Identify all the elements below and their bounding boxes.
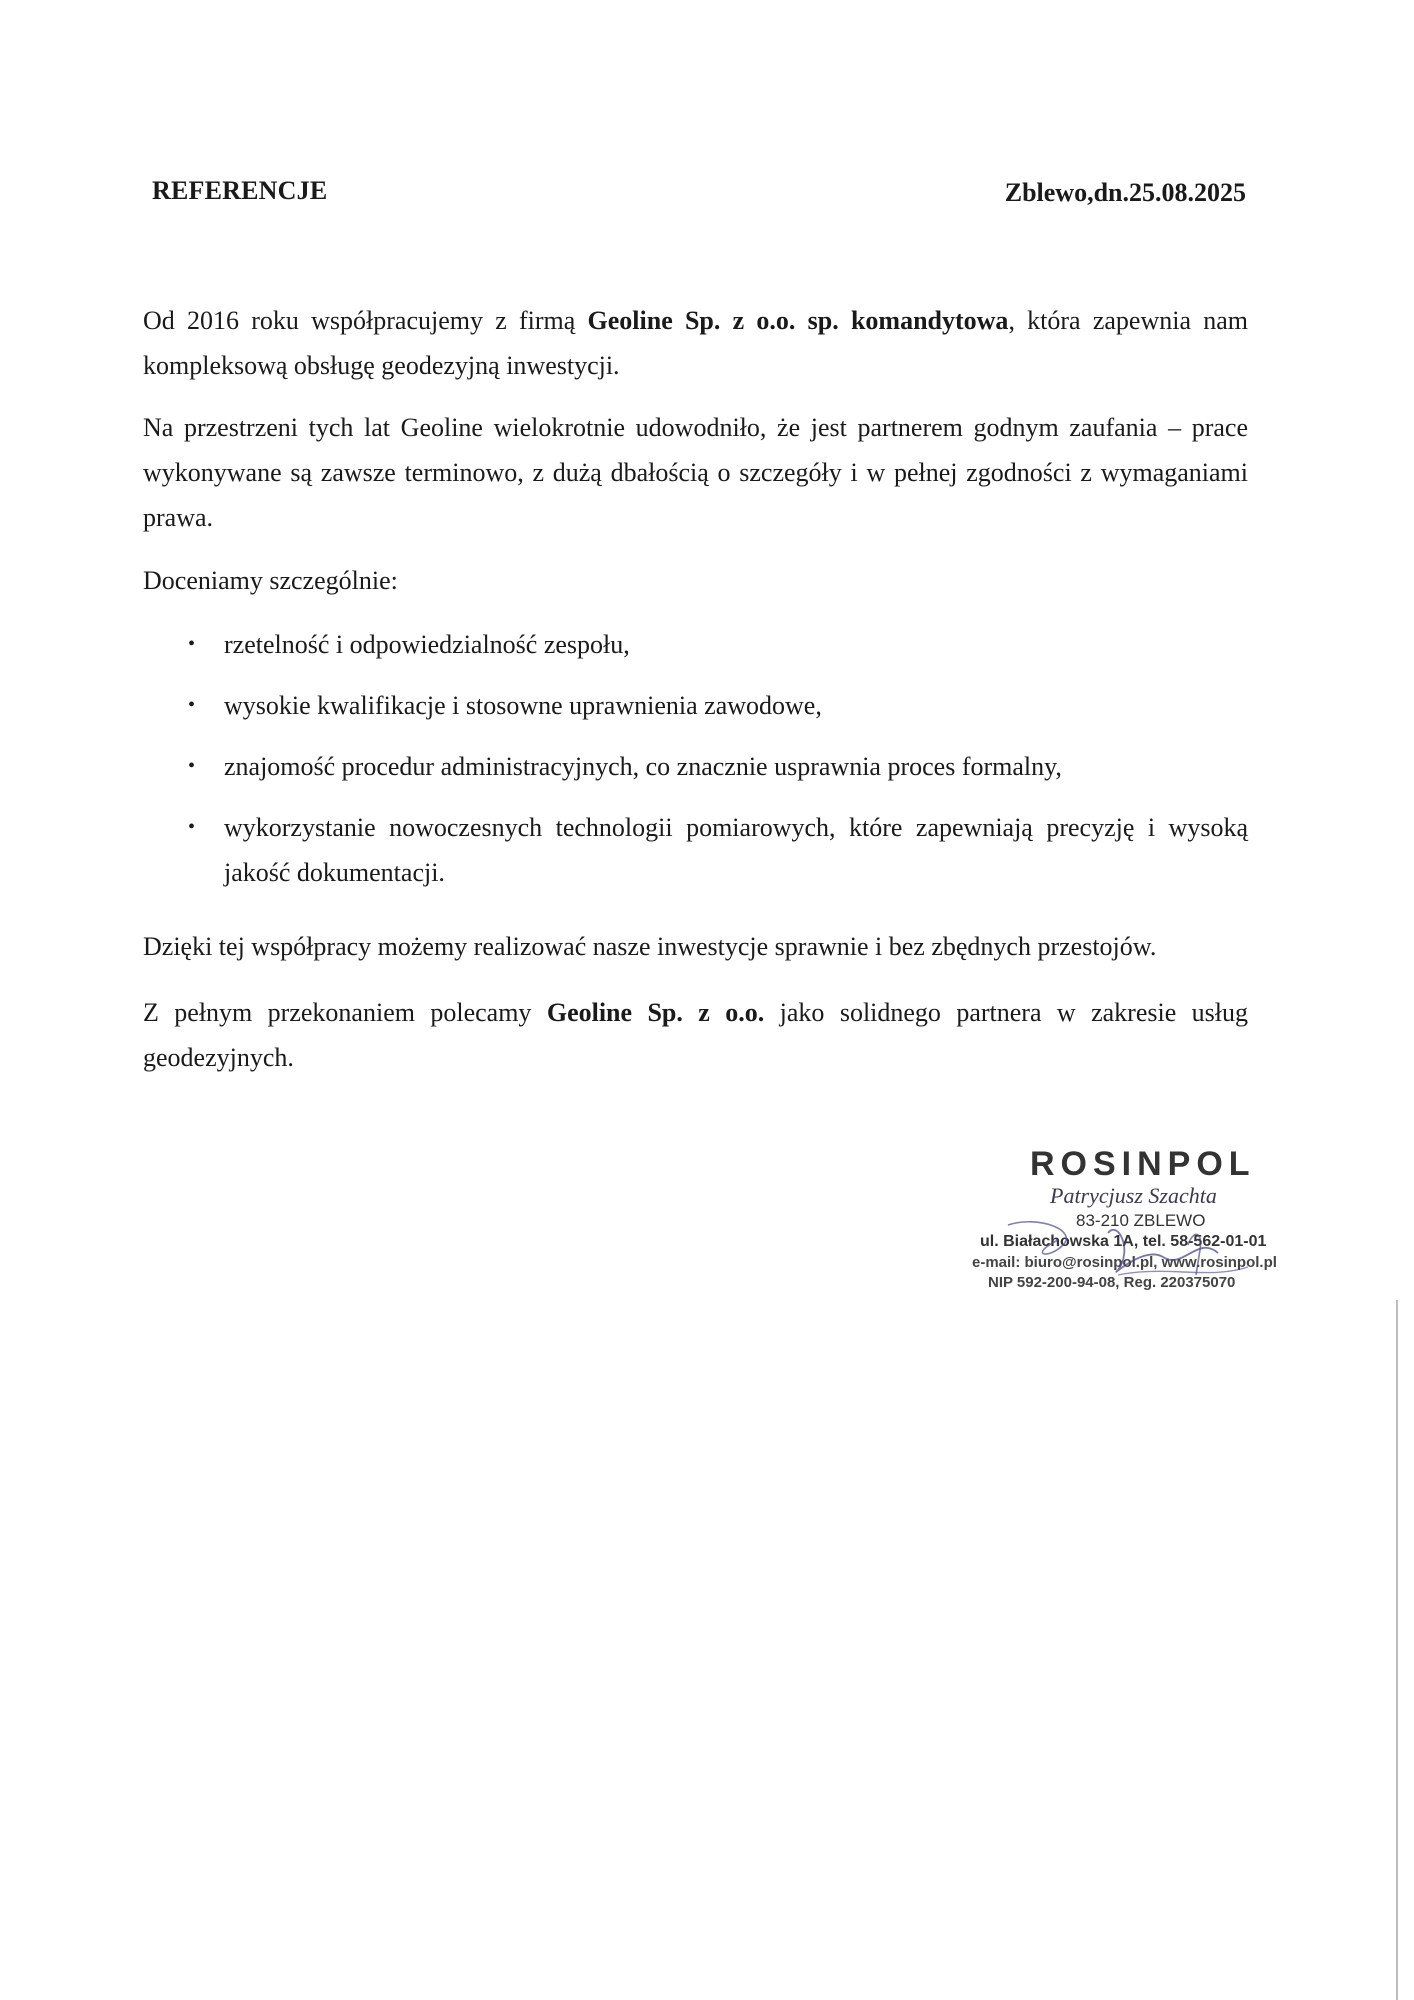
list-item	[188, 622, 1248, 667]
company-name-full: Geoline Sp. z o.o. sp. komandytowa	[587, 306, 1009, 335]
stamp-address: ul. Białachowska 1A, tel. 58-562-01-01	[980, 1233, 1267, 1250]
stamp-person-name: Patrycjusz Szachta	[1050, 1183, 1217, 1208]
bullet-icon: •	[188, 755, 196, 777]
paragraph-appreciation-lead: Doceniamy szczególnie:	[143, 566, 398, 595]
bullet-icon: •	[188, 633, 196, 655]
recommendation-text-start: Z pełnym przekonaniem polecamy	[143, 998, 547, 1027]
recommendation-text-end: jako solidnego partnera w zakresie usług geodezyjnych.	[143, 998, 1249, 1072]
paragraph-experience: Na przestrzeni tych lat Geoline wielokrotnie udowodniło, że jest partnerem godnym zaufania – prace wykonywane są zawsze terminowo, z dużą dbałością o szczegóły i w pełnej zgodności z wymaganiami prawa.	[143, 413, 1248, 532]
list-item	[188, 683, 1248, 728]
list-item-text: wysokie kwalifikacje i stosowne uprawnienia zawodowe,	[224, 691, 822, 720]
paragraph-recommendation	[143, 990, 1248, 1080]
stamp-contact: e-mail: biuro@rosinpol.pl, www.rosinpol.pl	[972, 1254, 1277, 1271]
list-item-text: znajomość procedur administracyjnych, co znacznie usprawnia proces formalny,	[224, 752, 1062, 781]
intro-text-start: Od 2016 roku współpracujemy z firmą	[143, 306, 588, 335]
list-item	[188, 744, 1248, 789]
list-item-text: wykorzystanie nowoczesnych technologii pomiarowych, które zapewniają precyzję i wysoką jakość dokumentacji.	[224, 813, 1248, 887]
stamp-city: 83-210 ZBLEWO	[1076, 1211, 1206, 1230]
scan-edge-line	[1396, 1300, 1398, 2000]
appreciation-list	[188, 622, 1248, 911]
document-date: Zblewo,dn.25.08.2025	[1004, 178, 1246, 207]
company-stamp	[968, 1145, 1338, 1305]
bullet-icon: •	[188, 694, 196, 716]
stamp-registration: NIP 592-200-94-08, Reg. 220375070	[988, 1274, 1236, 1291]
bullet-icon: •	[188, 816, 196, 838]
paragraph-intro	[143, 298, 1248, 388]
list-item	[188, 805, 1248, 895]
paragraph-benefit: Dzięki tej współpracy możemy realizować nasze inwestycje sprawnie i bez zbędnych przestojów.	[143, 932, 1157, 961]
list-item-text: rzetelność i odpowiedzialność zespołu,	[224, 630, 630, 659]
document-title: REFERENCJE	[152, 176, 328, 205]
intro-text-end: , która zapewnia nam kompleksową obsługę geodezyjną inwestycji.	[143, 306, 1248, 380]
stamp-company-name: ROSINPOL	[1030, 1145, 1256, 1183]
company-name-short: Geoline Sp. z o.o.	[546, 998, 765, 1027]
